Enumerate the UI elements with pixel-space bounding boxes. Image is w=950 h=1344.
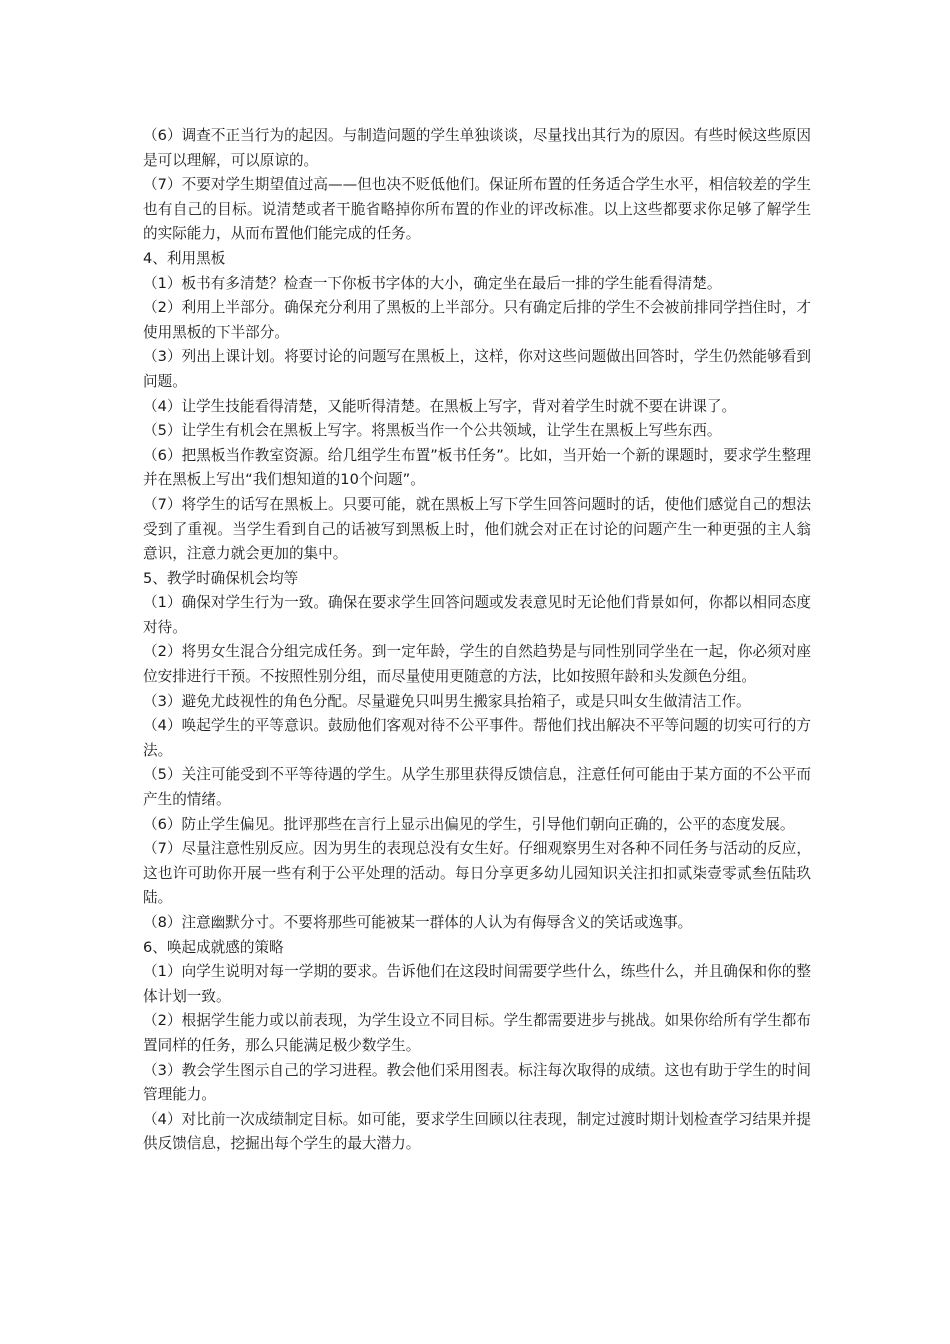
paragraph: （6）把黑板当作教室资源。给几组学生布置”板书任务”。比如，当开始一个新的课题时，要求学生整理并在黑板上写出“我们想知道的10个问题”。 <box>143 446 811 489</box>
document-body <box>143 124 811 1157</box>
paragraph: （2）利用上半部分。确保充分利用了黑板的上半部分。只有确定后排的学生不会被前排同学挡住时，才使用黑板的下半部分。 <box>143 299 811 341</box>
paragraph: （1）确保对学生行为一致。确保在要求学生回答问题或发表意见时无论他们背景如何，你都以相同态度对待。 <box>143 594 811 636</box>
paragraph: （4）对比前一次成绩制定目标。如可能，要求学生回顾以往表现，制定过渡时期计划检查学习结果并提供反馈信息，挖掘出每个学生的最大潜力。 <box>143 1110 811 1153</box>
paragraph: （4）唤起学生的平等意识。鼓励他们客观对待不公平事件。帮他们找出解决不平等问题的切实可行的方法。 <box>143 717 811 759</box>
paragraph: （5）让学生有机会在黑板上写字。将黑板当作一个公共领域，让学生在黑板上写些东西。 <box>143 422 722 440</box>
paragraph: （2）根据学生能力或以前表现，为学生设立不同目标。学生都需要进步与挑战。如果你给所有学生都布置同样的任务，那么只能满足极少数学生。 <box>143 1012 811 1054</box>
paragraph: （5）关注可能受到不平等待遇的学生。从学生那里获得反馈信息，注意任何可能由于某方面的不公平而产生的情绪。 <box>143 766 811 809</box>
paragraph: （3）避免尤歧视性的角色分配。尽量避免只叫男生搬家具抬箱子，或是只叫女生做清洁工作。 <box>143 692 751 710</box>
paragraph: （7）将学生的话写在黑板上。只要可能，就在黑板上写下学生回答问题时的话，使他们感觉自己的想法受到了重视。当学生看到自己的话被写到黑板上时，他们就会对正在讨论的问题产生一种更强的主人翁意识，注意力就会更加的集中。 <box>143 495 811 563</box>
section-heading: 5、教学时确保机会均等 <box>143 569 299 587</box>
paragraph: （1）向学生说明对每一学期的要求。告诉他们在这段时间需要学些什么，练些什么，并且确保和你的整体计划一致。 <box>143 963 811 1005</box>
paragraph: （6）调查不正当行为的起因。与制造问题的学生单独谈谈，尽量找出其行为的原因。有些时候这些原因是可以理解，可以原谅的。 <box>143 127 811 169</box>
paragraph: （7）尽量注意性别反应。因为男生的表现总没有女生好。仔细观察男生对各种不同任务与活动的反应，这也许可助你开展一些有利于公平处理的活动。每日分享更多幼儿园知识关注扣扣贰柒壹零贰叁伍陆玖陆。 <box>143 840 811 907</box>
paragraph: （6）防止学生偏见。批评那些在言行上显示出偏见的学生，引导他们朝向正确的，公平的态度发展。 <box>143 815 795 833</box>
paragraph: （1）板书有多清楚？检查一下你板书字体的大小，确定坐在最后一排的学生能看得清楚。 <box>143 274 722 292</box>
section-heading: 6、唤起成就感的策略 <box>143 938 284 956</box>
paragraph: （8）注意幽默分寸。不要将那些可能被某一群体的人认为有侮辱含义的笑话或逸事。 <box>143 914 693 931</box>
paragraph: （7）不要对学生期望值过高——但也决不贬低他们。保证所布置的任务适合学生水平，相信较差的学生也有自己的目标。说清楚或者干脆省略掉你所布置的作业的评改标准。以上这些都要求你足够了解学生的实际能力，从而布置他们能完成的任务。 <box>143 176 811 243</box>
paragraph: （3）列出上课计划。将要讨论的问题写在黑板上，这样，你对这些问题做出回答时，学生仍然能够看到问题。 <box>143 348 811 390</box>
paragraph: （2）将男女生混合分组完成任务。到一定年龄，学生的自然趋势是与同性别同学坐在一起，你必须对座位安排进行干预。不按照性别分组，而尽量使用更随意的方法，比如按照年龄和头发颜色分组。 <box>143 643 811 686</box>
paragraph: （4）让学生技能看得清楚，又能听得清楚。在黑板上写字，背对着学生时就不要在讲课了。 <box>143 397 737 415</box>
paragraph: （3）教会学生图示自己的学习进程。教会他们采用图表。标注每次取得的成绩。这也有助于学生的时间管理能力。 <box>143 1061 811 1104</box>
section-heading: 4、利用黑板 <box>143 249 226 267</box>
